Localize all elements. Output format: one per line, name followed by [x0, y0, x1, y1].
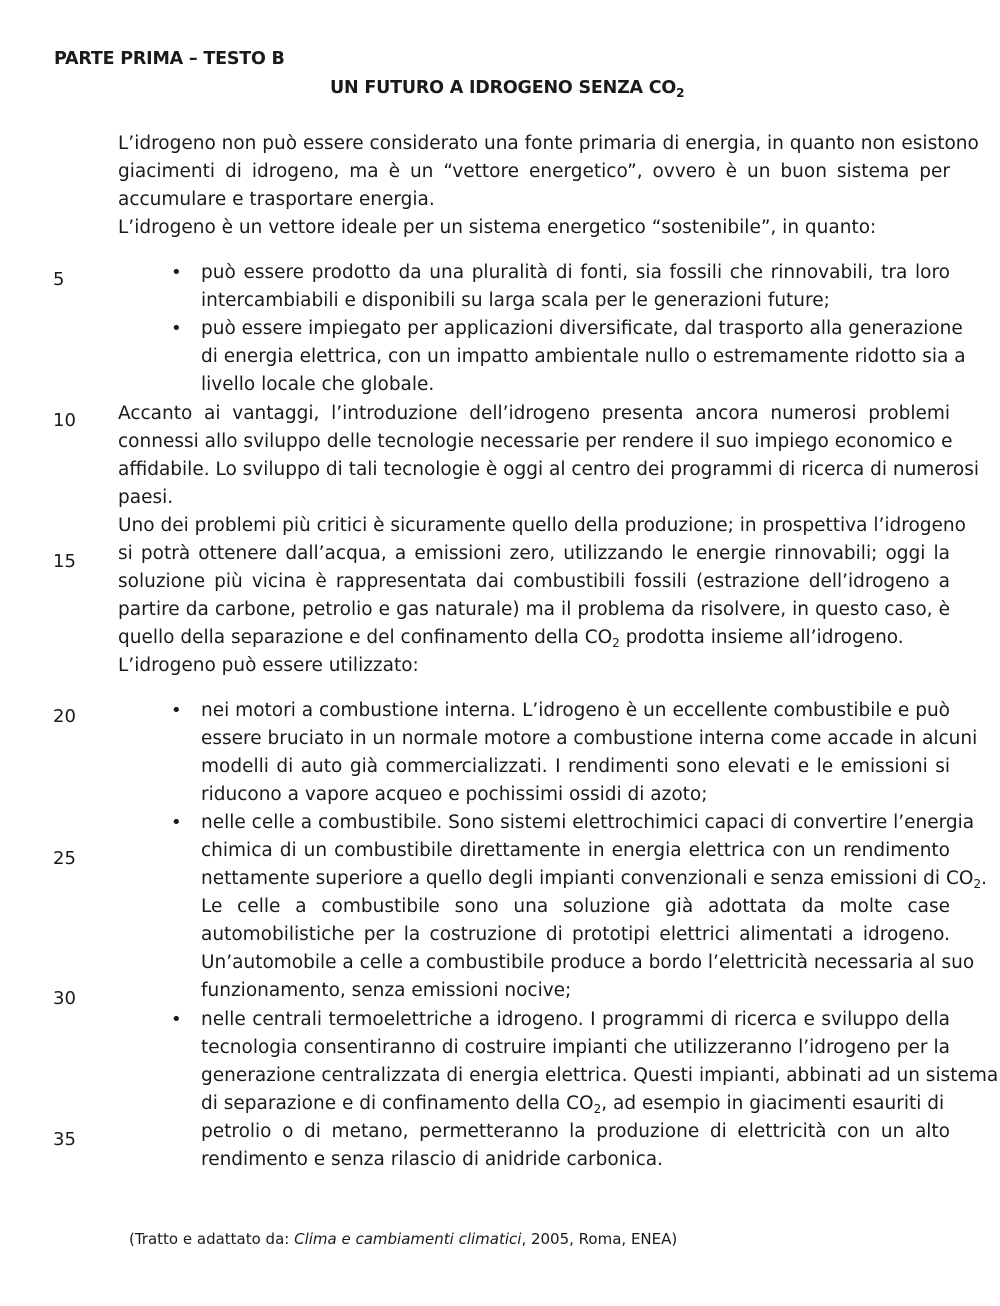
text-line: affidabile. Lo sviluppo di tali tecnologie è oggi al centro dei programmi di ricerca di numerosi: [118, 459, 979, 480]
list-item-line: nelle celle a combustibile. Sono sistemi elettrochimici capaci di convertire l’energia: [201, 812, 975, 833]
text-segment-b: , ad esempio in giacimenti esauriti di: [601, 1093, 945, 1114]
text-line: [118, 624, 904, 652]
bullet-icon: •: [171, 318, 182, 339]
list-item-line: automobilistiche per la costruzione di prototipi elettrici alimentati a idrogeno.: [201, 924, 950, 945]
source-citation: [129, 1228, 677, 1250]
line-number-25: 25: [53, 848, 76, 869]
text-line: accumulare e trasportare energia.: [118, 189, 435, 210]
list-item-line: rendimento e senza rilascio di anidride carbonica.: [201, 1149, 663, 1170]
text-segment: quello della separazione e del confinamento della CO: [118, 627, 613, 648]
text-line: connessi allo sviluppo delle tecnologie necessarie per rendere il suo impiego economico e: [118, 431, 953, 452]
list-item-line: nelle centrali termoelettriche a idrogeno. I programmi di ricerca e sviluppo della: [201, 1009, 950, 1030]
line-number-30: 30: [53, 988, 76, 1009]
text-segment-a: di separazione e di confinamento della CO: [201, 1093, 594, 1114]
list-item-line: riducono a vapore acqueo e pochissimi ossidi di azoto;: [201, 784, 708, 805]
line-number-20: 20: [53, 706, 76, 727]
line-number-5: 5: [53, 269, 65, 290]
text-line: si potrà ottenere dall’acqua, a emissioni zero, utilizzando le energie rinnovabili; oggi la: [118, 543, 950, 564]
list-item-line: può essere impiegato per applicazioni diversificate, dal trasporto alla generazione: [201, 318, 963, 339]
list-item-line: può essere prodotto da una pluralità di fonti, sia fossili che rinnovabili, tra loro: [201, 262, 950, 283]
list-item-line: nei motori a combustione interna. L’idrogeno è un eccellente combustibile e può: [201, 700, 950, 721]
list-item-line: intercambiabili e disponibili su larga scala per le generazioni future;: [201, 290, 830, 311]
text-line: giacimenti di idrogeno, ma è un “vettore energetico”, ovvero è un buon sistema per: [118, 161, 950, 182]
list-item-line: chimica di un combustibile direttamente in energia elettrica con un rendimento: [201, 840, 950, 861]
list-item-line: generazione centralizzata di energia elettrica. Questi impianti, abbinati ad un sistema: [201, 1065, 999, 1086]
source-title: Clima e cambiamenti climatici: [294, 1230, 522, 1248]
bullet-icon: •: [171, 700, 182, 721]
bullet-icon: •: [171, 812, 182, 833]
text-line: L’idrogeno può essere utilizzato:: [118, 655, 419, 676]
text-line: soluzione più vicina è rappresentata dai combustibili fossili (estrazione dell’idrogeno a: [118, 571, 950, 592]
text-line: L’idrogeno è un vettore ideale per un sistema energetico “sostenibile”, in quanto:: [118, 217, 877, 238]
subscript: 2: [593, 1102, 602, 1116]
list-item-line: funzionamento, senza emissioni nocive;: [201, 980, 572, 1001]
source-prefix: (Tratto e adattato da:: [129, 1230, 295, 1248]
list-item-line: petrolio o di metano, permetteranno la produzione di elettricità con un alto: [201, 1121, 950, 1142]
list-item-line: essere bruciato in un normale motore a combustione interna come accade in alcuni: [201, 728, 978, 749]
subscript: 2: [973, 877, 982, 891]
source-suffix: , 2005, Roma, ENEA): [521, 1230, 678, 1248]
list-item-line: di energia elettrica, con un impatto ambientale nullo o estremamente ridotto sia a: [201, 346, 966, 367]
list-item-line: livello locale che globale.: [201, 374, 435, 395]
text-line: paesi.: [118, 487, 174, 508]
text-segment: [201, 1090, 944, 1118]
list-item-line: [201, 865, 987, 893]
text-line: Accanto ai vantaggi, l’introduzione dell’idrogeno presenta ancora numerosi problemi: [118, 403, 950, 424]
list-item-line: [201, 1090, 950, 1118]
text-segment: .: [981, 868, 987, 889]
text-line: partire da carbone, petrolio e gas naturale) ma il problema da risolvere, in questo caso, è: [118, 599, 950, 620]
text-line: Uno dei problemi più critici è sicuramente quello della produzione; in prospettiva l’idrogeno: [118, 515, 966, 536]
page-title-text: UN FUTURO A IDROGENO SENZA CO: [330, 78, 677, 98]
text-segment: nettamente superiore a quello degli impianti convenzionali e senza emissioni di CO: [201, 868, 974, 889]
page-title: [330, 78, 684, 98]
list-item-line: modelli di auto già commercializzati. I rendimenti sono elevati e le emissioni si: [201, 756, 950, 777]
bullet-icon: •: [171, 262, 182, 283]
subscript: 2: [612, 636, 620, 650]
list-item-line: Le celle a combustibile sono una soluzione già adottata da molte case: [201, 896, 950, 917]
text-line: L’idrogeno non può essere considerato una fonte primaria di energia, in quanto non esistono: [118, 133, 979, 154]
line-number-10: 10: [53, 410, 76, 431]
line-number-35: 35: [53, 1129, 76, 1150]
list-item-line: Un’automobile a celle a combustibile produce a bordo l’elettricità necessaria al suo: [201, 952, 975, 973]
page-title-subscript: 2: [676, 86, 685, 100]
line-number-15: 15: [53, 551, 76, 572]
bullet-icon: •: [171, 1009, 182, 1030]
text-segment: prodotta insieme all’idrogeno.: [625, 627, 904, 648]
section-label: PARTE PRIMA – TESTO B: [54, 49, 285, 69]
list-item-line: tecnologia consentiranno di costruire impianti che utilizzeranno l’idrogeno per la: [201, 1037, 950, 1058]
